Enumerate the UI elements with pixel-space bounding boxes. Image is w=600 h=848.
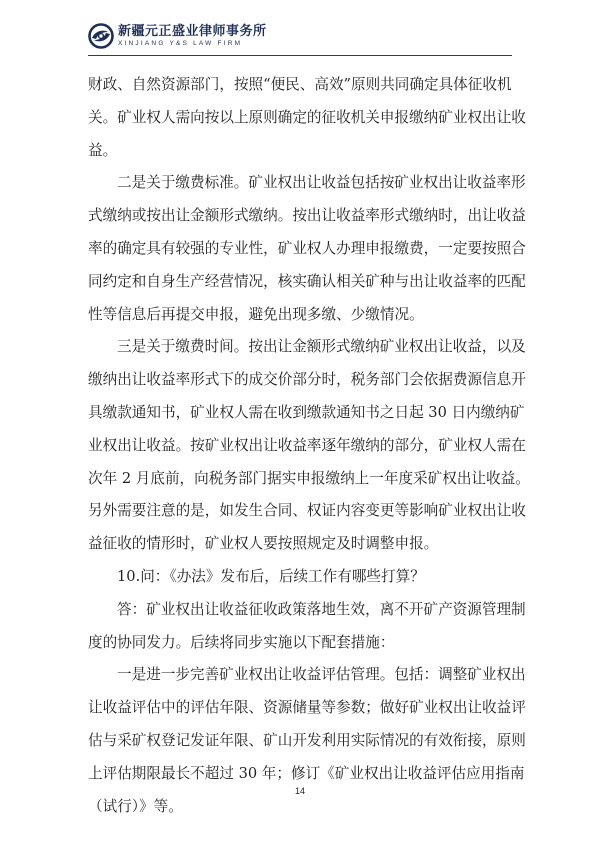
text-line: 性等信息后再提交申报，避免出现多缴、少缴情况。 [88,305,424,323]
text-line: 具缴款通知书，矿业权人需在收到缴款通知书之日起 30 日内缴纳矿 [88,403,525,421]
text-line: 同约定和自身生产经营情况，核实确认相关矿种与出让收益率的匹配 [88,272,526,290]
header-divider [88,55,512,56]
text-line: 让收益评估中的评估年限、资源储量等参数；做好矿业权出让收益评 [88,699,526,717]
text-line: 三是关于缴费时间。按出让金额形式缴纳矿业权出让收益，以及 [117,338,526,356]
text-line: 估与采矿权登记发证年限、矿山开发利用实际情况的有效衔接，原则 [88,731,526,749]
text-line: （试行）》等。 [88,797,183,815]
text-line: 一是进一步完善矿业权出让收益评估管理。包括：调整矿业权出 [117,666,526,684]
text-line: 业权出让收益。按矿业权出让收益率逐年缴纳的部分，矿业权人需在 [88,436,526,454]
text-line: 二是关于缴费标准。矿业权出让收益包括按矿业权出让收益率形 [117,174,526,192]
text-line: 益。 [88,141,118,159]
document-body [88,69,530,823]
page-number: 14 [294,786,305,796]
text-line: 财政、自然资源部门，按照“便民、高效”原则共同确定具体征收机 [88,76,512,93]
text-line: 关。矿业权人需向按以上原则确定的征收机关申报缴纳矿业权出让收 [88,108,526,126]
firm-name-block [118,25,267,48]
text-line: 度的协同发力。后续将同步实施以下配套措施： [88,633,395,651]
page-header [88,18,267,54]
text-line: 益征收的情形时，矿业权人要按照规定及时调整申报。 [88,535,439,553]
text-line: 缴纳出让收益率形式下的成交价部分时，税务部门会依据费源信息开 [88,371,526,389]
firm-name-english: XINJIANG Y&S LAW FIRM [118,39,243,47]
text-line: 答：矿业权出让收益征收政策落地生效，离不开矿产资源管理制 [117,600,526,618]
text-line: 率的确定具有较强的专业性，矿业权人办理申报缴费，一定要按照合 [88,239,526,257]
text-line: 上评估期限最长不超过 30 年；修订《矿业权出让收益评估应用指南 [88,764,525,782]
spiral-swirl-logo-icon [88,23,114,49]
text-line: 式缴纳或按出让金额形式缴纳。按出让收益率形式缴纳时，出让收益 [88,207,526,225]
text-line: 另外需要注意的是，如发生合同、权证内容变更等影响矿业权出让收 [88,502,526,520]
firm-name-chinese: 新疆元正盛业律师事务所 [118,23,267,39]
text-line: 10.问：《办法》发布后，后续工作有哪些打算？ [117,567,425,585]
text-line: 次年 2 月底前，向税务部门据实申报缴纳上一年度采矿权出让收益。 [88,469,530,487]
